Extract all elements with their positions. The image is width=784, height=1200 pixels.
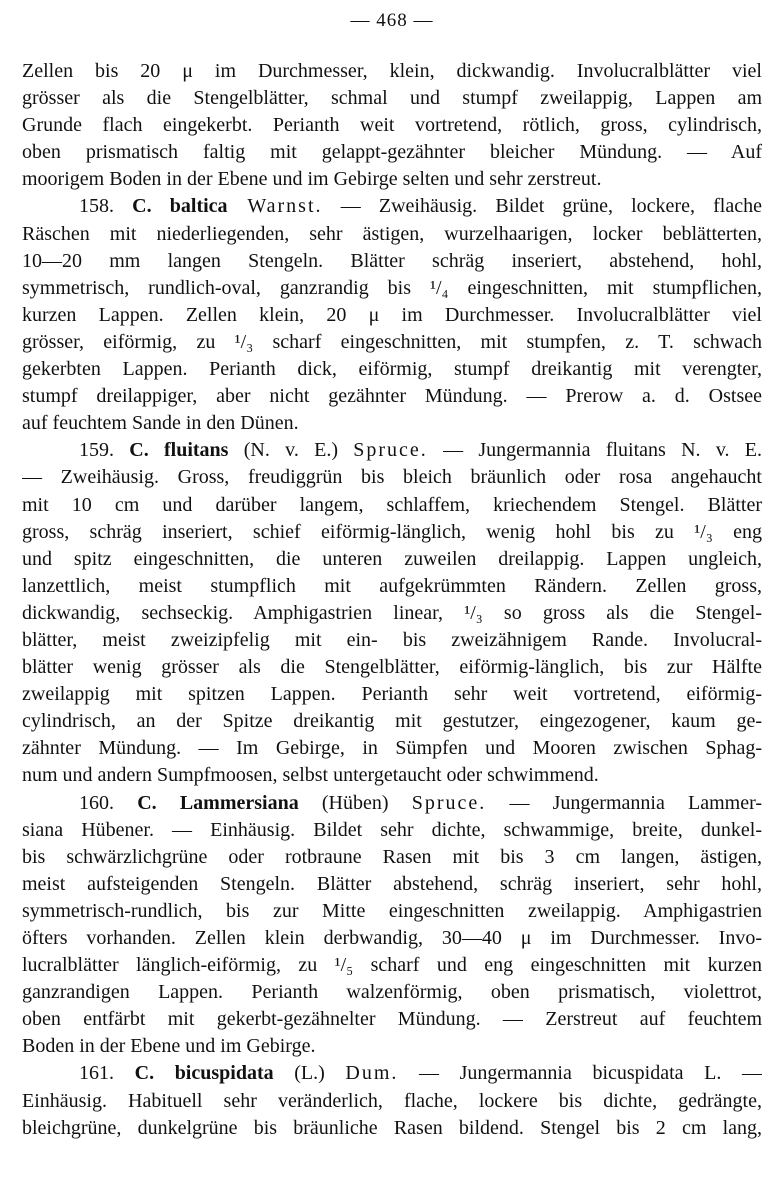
text-line: stumpf dreilappiger, aber nicht gezähnter Mündung. — Prerow a. d. Ostsee [22,385,762,408]
text-line: zweilappig mit spitzen Lappen. Perianth sehr weit vortretend, eiförmig- [22,683,762,706]
text-span: — Zweihäusig. Bildet grüne, lockere, flache [322,195,762,218]
text-line: bis schwärzlichgrüne oder rotbraune Rasen mit bis 3 cm langen, ästigen, [22,845,762,868]
text-line: zähnter Mündung. — Im Gebirge, in Sümpfen und Mooren zwischen Sphag- [22,737,762,760]
text-line: und spitz eingeschnitten, die unteren zuweilen dreilappig. Lappen ungleich, [22,547,762,570]
text-line: symmetrisch, rundlich-oval, ganzrandig bis ¹/₄ eingeschnitten, mit stumpflichen, [22,276,762,299]
text-line: grösser als die Stengelblätter, schmal und stumpf zweilappig, Lappen am [22,87,762,110]
text-span: — Jungermannia fluitans N. v. E. [427,439,762,462]
text-line: mit 10 cm und darüber langem, schlaffem, kriechendem Stengel. Blätter [22,493,762,516]
text-line: 10—20 mm langen Stengeln. Blätter schräg inseriert, abstehend, hohl, [22,249,762,272]
species-name: C. baltica [132,195,228,218]
page-number: — 468 — [350,10,434,31]
text-line: meist aufsteigenden Stengeln. Blätter abstehend, schräg inseriert, sehr hohl, [22,872,762,895]
author-name: Spruce. [353,439,428,462]
text-line: dickwandig, sechseckig. Amphigastrien linear, ¹/₃ so gross als die Stengel- [22,601,762,624]
author-name: Warnst. [227,195,323,218]
author-name: Dum. [345,1062,399,1085]
text-line: blätter wenig grösser als die Stengelblätter, eiförmig-länglich, bis zur Hälfte [22,656,762,679]
text-line: blätter, meist zweizipfelig mit ein- bis zweizähnigem Rande. Involucral- [22,628,762,651]
text-span: — Jungermannia bicuspidata L. — [398,1062,762,1085]
entry-heading-line [22,193,762,220]
text-line: öfters vorhanden. Zellen klein derbwandig, 30—40 μ im Durchmesser. Invo- [22,927,762,949]
text-span: 160. [79,791,138,814]
text-line: siana Hübener. — Einhäusig. Bildet sehr dichte, schwammige, breite, dunkel- [22,818,762,841]
text-span: (Hüben) [298,791,412,814]
entry-heading-line [22,1060,762,1087]
text-line: gekerbten Lappen. Perianth dick, eiförmig, stumpf dreikantig mit verengter, [22,358,762,381]
entry-heading-line [22,790,762,817]
text-span: 158. [79,195,133,218]
text-line: Grunde flach eingekerbt. Perianth weit vortretend, rötlich, gross, cylindrisch, [22,114,762,137]
author-name: Spruce. [411,791,487,814]
text-line: bleichgrüne, dunkelgrüne bis bräunliche Rasen bildend. Stengel bis 2 cm lang, [22,1116,762,1139]
text-span: 159. [79,439,130,462]
text-line: moorigem Boden in der Ebene und im Gebirge selten und sehr zerstreut. [22,168,602,191]
text-span: (L.) [273,1062,346,1085]
text-line: Räschen mit niederliegenden, sehr ästigen, wurzelhaarigen, locker beblätterten, [22,222,762,245]
text-span: 161. [79,1062,135,1085]
text-line: auf feuchtem Sande in den Dünen. [22,412,299,435]
text-line: cylindrisch, an der Spitze dreikantig mit gestutzer, eingezogener, kaum ge- [22,710,762,733]
text-line: ganzrandigen Lappen. Perianth walzenförmig, oben prismatisch, violettrot, [22,981,762,1004]
text-line: symmetrisch-rundlich, bis zur Mitte eingeschnitten zweilappig. Amphigastrien [22,899,762,922]
text-line: Einhäusig. Habituell sehr veränderlich, flache, lockere bis dichte, gedrängte, [22,1089,762,1112]
species-name: C. bicuspidata [134,1062,274,1085]
text-line: lucralblätter länglich-eiförmig, zu ¹/₅ scharf und eng eingeschnitten mit kurzen [22,954,762,977]
text-line: num und andern Sumpfmoosen, selbst untergetaucht oder schwimmend. [22,764,599,787]
text-line: lanzettlich, meist stumpflich mit aufgekrümmten Rändern. Zellen gross, [22,574,762,597]
text-line: kurzen Lappen. Zellen klein, 20 μ im Durchmesser. Involucralblätter viel [22,303,762,326]
entry-heading-line [22,437,762,464]
text-line: Zellen bis 20 μ im Durchmesser, klein, dickwandig. Involucralblätter viel [22,60,762,82]
text-line: oben entfärbt mit gekerbt-gezähnelter Mündung. — Zerstreut auf feuchtem [22,1008,762,1031]
species-name: C. fluitans [129,439,229,462]
text-span: (N. v. E.) [228,439,354,462]
text-line: — Zweihäusig. Gross, freudiggrün bis bleich bräunlich oder rosa angehaucht [22,466,762,489]
species-name: C. Lammersiana [137,791,299,814]
text-line: Boden in der Ebene und im Gebirge. [22,1035,316,1058]
text-line: gross, schräg inseriert, schief eiförmig-länglich, wenig hohl bis zu ¹/₃ eng [22,520,762,543]
text-line: grösser, eiförmig, zu ¹/₃ scharf eingeschnitten, mit stumpfen, z. T. schwach [22,330,762,353]
text-line: oben prismatisch faltig mit gelappt-gezähnter bleicher Mündung. — Auf [22,141,762,164]
text-span: — Jungermannia Lammer- [486,791,762,814]
text-body [22,58,762,1142]
